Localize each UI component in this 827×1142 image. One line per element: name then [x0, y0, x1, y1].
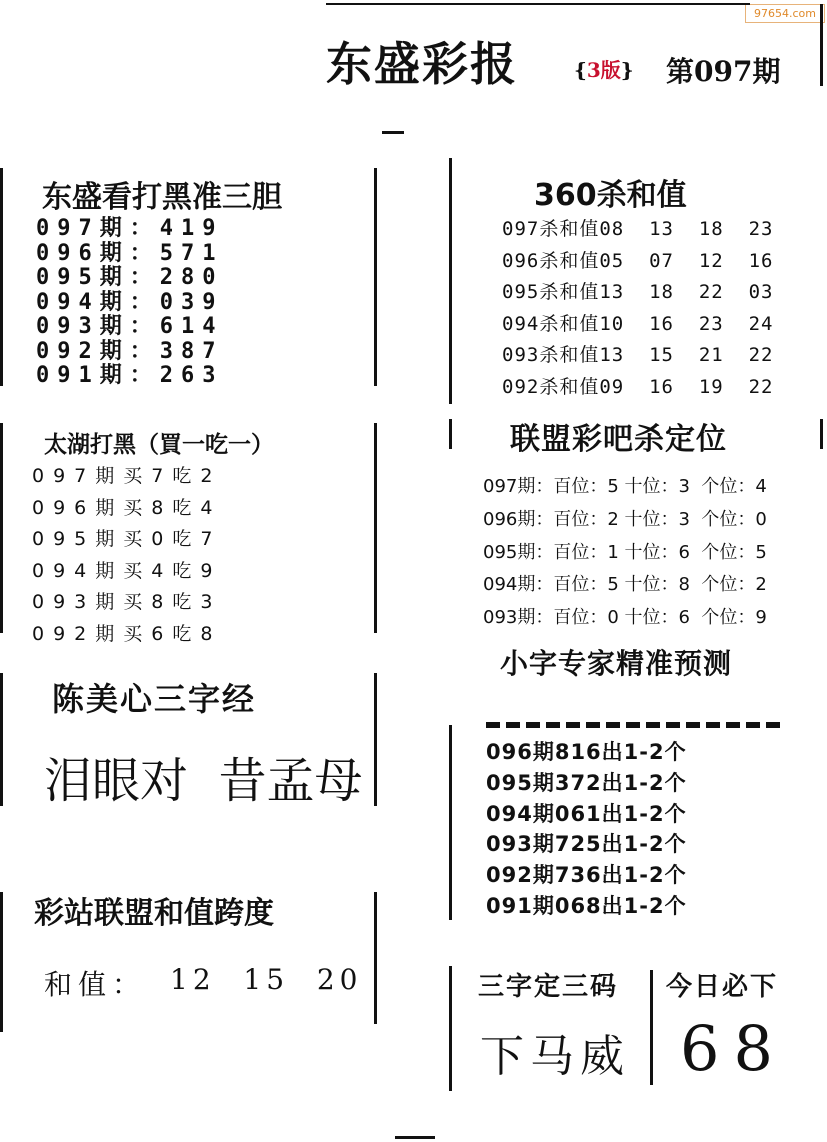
- divider: [449, 158, 452, 404]
- header-top-rule: [326, 3, 750, 5]
- list-item: 096期：571: [36, 240, 224, 266]
- list-item: 097杀和值08 13 18 23: [502, 218, 774, 240]
- taihu-list: [32, 461, 221, 651]
- list-item: 092期买6吃8: [32, 622, 222, 645]
- divider: [374, 168, 377, 386]
- list-item: 095期372出1-2个: [486, 770, 687, 795]
- list-item: 095期：280: [36, 265, 224, 290]
- divider: [0, 892, 3, 1032]
- cropped-row-fragment: [486, 722, 786, 728]
- list-item: 094期：百位：5 十位：8 个位：2: [483, 574, 767, 596]
- section-title-dongsheng: 东盛看打黑准三胆: [42, 180, 282, 215]
- list-item: 092期736出1-2个: [486, 863, 687, 888]
- list-item: 096期：百位：2 十位：3 个位：0: [483, 508, 767, 530]
- divider: [449, 725, 452, 920]
- section-title-360: 360杀和值: [534, 178, 687, 213]
- divider: [374, 892, 377, 1024]
- list-item: 096期买8吃4: [32, 496, 222, 519]
- list-item: 097期：419: [36, 216, 224, 241]
- divider: [820, 419, 823, 449]
- dongsheng-list: [36, 217, 223, 389]
- divider: [650, 970, 653, 1085]
- list-item: 095杀和值13 18 22 03: [502, 281, 774, 304]
- divider: [374, 423, 377, 633]
- list-item: 095期：百位：1 十位：6 个位：5: [483, 541, 767, 563]
- site-watermark: 97654.com: [745, 4, 825, 23]
- sanzijing-text: 泪眼对 昔孟母: [44, 753, 363, 809]
- bixia-value: 68: [680, 1012, 787, 1085]
- list-item: 094期买4吃9: [32, 559, 222, 582]
- edition-number: 3版: [586, 58, 621, 82]
- divider: [449, 966, 452, 1091]
- section-title-sanzijing: 陈美心三字经: [52, 680, 257, 718]
- section-title-sanzi-dingsanma: 三字定三码: [478, 972, 619, 1002]
- divider: [374, 673, 377, 806]
- hezhi-values: 12 15 20: [170, 963, 363, 996]
- list-item: 092杀和值09 16 19 22: [502, 375, 774, 398]
- list-item: 093期买8吃3: [32, 591, 222, 614]
- list-item: 093杀和值13 15 21 22: [502, 344, 774, 367]
- header-right-border: [820, 4, 823, 86]
- section-title-taihu: 太湖打黑（買一吃一）: [44, 432, 274, 458]
- list-item: 097期：百位：5 十位：3 个位：4: [483, 476, 767, 497]
- list-item: 093期：614: [36, 314, 224, 339]
- list-item: 091期：263: [36, 363, 224, 388]
- list-item: 096期816出1-2个: [486, 740, 687, 764]
- divider: [0, 168, 3, 386]
- list-item: 096杀和值05 07 12 16: [502, 249, 774, 272]
- list-item: 095期买0吃7: [32, 528, 222, 551]
- dingwei-list: [483, 471, 767, 635]
- edition-label: {3版}: [574, 58, 634, 82]
- divider: [0, 423, 3, 633]
- section-title-jinri-bixia: 今日必下: [666, 972, 779, 1002]
- list-item: 091期068出1-2个: [486, 893, 687, 918]
- dingsanma-text: 下马威: [480, 1031, 630, 1082]
- list-item: 094期061出1-2个: [486, 801, 687, 826]
- xiaozi-list: [486, 737, 687, 922]
- list-item: 094杀和值10 16 23 24: [502, 312, 774, 335]
- header-dash: [382, 131, 404, 134]
- list-item: 093期725出1-2个: [486, 832, 687, 857]
- divider: [449, 419, 452, 449]
- list-item: 093期：百位：0 十位：6 个位：9: [483, 607, 767, 629]
- section-title-hezhi-kuadu: 彩站联盟和值跨度: [34, 896, 274, 931]
- list-item: 094期：039: [36, 289, 224, 315]
- sha-hezhi-list: [502, 214, 773, 404]
- issue-number: 第097期: [666, 55, 781, 88]
- section-title-xiaozi: 小字专家精准预测: [500, 647, 733, 680]
- divider: [395, 1136, 435, 1139]
- hezhi-label: 和值：: [44, 968, 147, 1001]
- newspaper-title: 东盛彩报: [326, 37, 518, 91]
- divider: [0, 673, 3, 806]
- list-item: 097期买7吃2: [32, 465, 222, 487]
- list-item: 092期：387: [36, 338, 224, 364]
- section-title-lianmeng: 联盟彩吧杀定位: [510, 422, 727, 457]
